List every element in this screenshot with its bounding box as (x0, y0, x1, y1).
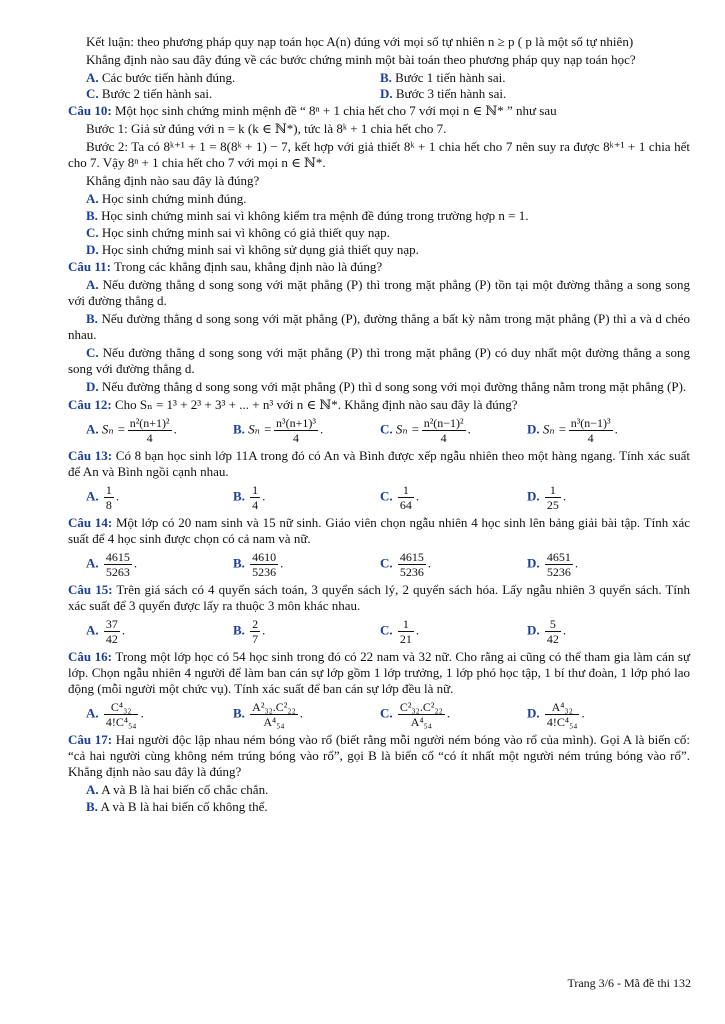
fraction: $\frac{4651}{5236}$ (546, 550, 571, 579)
fraction: $\frac{1}{25}$ (546, 483, 559, 512)
exam-page (68, 34, 690, 816)
question-16: Câu 16: Trong một lớp học có 54 học sinh trong đó có 22 nam và 32 nữ. Cho rằng ai cũng có thể tham gia làm cán sự lớp. Chọn ngẫu nhiên 4 người để làm ban cán sự lớp gồm 1 lớp trưởng, 1 lớp phó học tập, 1 bí thư đoàn, 1 lớp phó lao động (mỗi người một chức vụ). Tính xác suất để ban cán sự lớp đều là nữ. (68, 649, 691, 696)
q11-option-c[interactable]: C. Nếu đường thẳng d song song với mặt phẳng (P) thì trong mặt phẳng (P) có duy nhất một đường thẳng a song song với đường thẳng d. (68, 345, 690, 376)
fraction: $\frac{5}{42}$ (546, 617, 559, 646)
q16-option-a[interactable]: A. $\frac{\text{C⁴₃₂}}{\text{4!C⁴₅₄}}$ . (86, 700, 144, 729)
fraction: $\frac{2}{7}$ (252, 617, 259, 646)
fraction: $\frac{\text{A⁴₃₂}}{\text{4!C⁴₅₄}}$ (546, 700, 578, 729)
fraction: $\frac{1}{4}$ (252, 483, 259, 512)
q12-option-d[interactable]: D. Sₙ = $\frac{\text{n³(n−1)³}}{4}$ . (527, 416, 618, 445)
q15-option-b[interactable]: B. $\frac{2}{7}$ . (233, 617, 266, 646)
q16-option-d[interactable]: D. $\frac{\text{A⁴₃₂}}{\text{4!C⁴₅₄}}$ . (527, 700, 585, 729)
option-b[interactable]: B. Bước 1 tiến hành sai. (380, 70, 506, 85)
q14-option-b[interactable]: B. $\frac{4610}{5236}$ . (233, 550, 284, 579)
fraction: $\frac{\text{n³(n−1)³}}{4}$ (570, 416, 611, 445)
question-13: Câu 13: Có 8 bạn học sinh lớp 11A trong đó có An và Bình được xếp ngẫu nhiên theo một hàng ngang. Tính xác suất để An và Bình ngồi cạnh nhau. (68, 448, 690, 479)
option-a[interactable]: A. Các bước tiến hành đúng. (86, 70, 236, 85)
fraction: $\frac{\text{C²₃₂.C²₂₂}}{\text{A⁴₅₄}}$ (399, 700, 443, 729)
q17-option-a[interactable]: A. A và B là hai biến cố chắc chắn. (86, 782, 269, 797)
fraction: $\frac{1}{21}$ (399, 617, 412, 646)
q10-option-c[interactable]: C. Học sinh chứng minh sai vì không có giả thiết quy nạp. (86, 225, 390, 240)
q16-option-c[interactable]: C. $\frac{\text{C²₃₂.C²₂₂}}{\text{A⁴₅₄}}$ . (380, 700, 451, 729)
intro-options (68, 70, 690, 102)
fraction: $\frac{\text{n³(n+1)³}}{4}$ (275, 416, 316, 445)
q13-option-d[interactable]: D. $\frac{1}{25}$ . (527, 483, 567, 512)
q13-option-a[interactable]: A. $\frac{1}{8}$ . (86, 483, 120, 512)
fraction: $\frac{4610}{5236}$ (252, 550, 277, 579)
option-c[interactable]: C. Bước 2 tiến hành sai. (86, 86, 213, 101)
q12-option-a[interactable]: A. Sₙ = $\frac{\text{n²(n+1)²}}{4}$ . (86, 416, 177, 445)
question-11: Câu 11: Trong các khẳng định sau, khẳng định nào là đúng? (68, 259, 383, 274)
q12-option-c[interactable]: C. Sₙ = $\frac{\text{n²(n−1)²}}{4}$ . (380, 416, 471, 445)
q14-option-d[interactable]: D. $\frac{4651}{5236}$ . (527, 550, 579, 579)
question-15: Câu 15: Trên giá sách có 4 quyển sách toán, 3 quyển sách lý, 2 quyển sách hóa. Lấy ngẫu nhiên 3 quyển sách. Tính xác suất để 3 quyển được lấy ra thuộc 3 môn khác nhau. (68, 582, 690, 613)
question-17: Câu 17: Hai người độc lập nhau ném bóng vào rổ (biết rằng mỗi người ném bóng vào rổ của mình). Gọi A là biến cố: “cả hai người cùng không ném trúng bóng vào rổ”, gọi B là biến cố “có ít nhất một người ném trúng bóng vào rổ”. Khẳng định nào sau đây là đúng? (68, 732, 691, 779)
q14-option-c[interactable]: C. $\frac{4615}{5236}$ . (380, 550, 432, 579)
intro-conclusion: Kết luận: theo phương pháp quy nạp toán học A(n) đúng với mọi số tự nhiên n ≥ p ( p là một số tự nhiên) (86, 34, 634, 49)
q15-option-a[interactable]: A. $\frac{37}{42}$ . (86, 617, 126, 646)
q10-ask: Khẳng định nào sau đây là đúng? (86, 173, 260, 188)
q15-options (68, 617, 690, 646)
fraction: $\frac{37}{42}$ (105, 617, 118, 646)
q17-option-b[interactable]: B. A và B là hai biến cố không thể. (86, 799, 268, 814)
question-12: Câu 12: Cho Sₙ = 1³ + 2³ + 3³ + ... + n³ với n ∈ ℕ*. Khẳng định nào sau đây là đúng? (68, 397, 518, 412)
q11-option-d[interactable]: D. Nếu đường thẳng d song song với mặt phẳng (P) thì d song song với mọi đường thẳng nằm trong mặt phẳng (P). (86, 379, 687, 394)
fraction: $\frac{\text{n²(n+1)²}}{4}$ (129, 416, 170, 445)
q14-options (68, 550, 690, 579)
q13-option-c[interactable]: C. $\frac{1}{64}$ . (380, 483, 420, 512)
fraction: $\frac{\text{A²₃₂.C²₂₂}}{\text{A⁴₅₄}}$ (252, 700, 296, 729)
page-footer: Trang 3/6 - Mã đề thi 132 (567, 976, 691, 990)
fraction: $\frac{4615}{5236}$ (399, 550, 424, 579)
q10-option-b[interactable]: B. Học sinh chứng minh sai vì không kiểm tra mệnh đề đúng trong trường hợp n = 1. (86, 208, 529, 223)
q11-option-b[interactable]: B. Nếu đường thẳng d song song với mặt phẳng (P), đường thẳng a bất kỳ nằm trong mặt phẳng (P) thì a và d chéo nhau. (68, 311, 691, 342)
q10-step2: Bước 2: Ta có 8ᵏ⁺¹ + 1 = 8(8ᵏ + 1) − 7, kết hợp với giả thiết 8ᵏ + 1 chia hết cho 7 nên suy ra được 8ᵏ⁺¹ + 1 chia hết cho 7. Vậy 8ⁿ + 1 chia hết cho 7 với mọi n ∈ ℕ*. (68, 139, 690, 170)
q13-options (68, 483, 690, 512)
fraction: $\frac{\text{C⁴₃₂}}{\text{4!C⁴₅₄}}$ (105, 700, 137, 729)
q16-options (68, 700, 690, 729)
option-d[interactable]: D. Bước 3 tiến hành sai. (380, 86, 507, 101)
q12-options (68, 416, 690, 445)
q15-option-d[interactable]: D. $\frac{5}{42}$ . (527, 617, 567, 646)
q12-option-b[interactable]: B. Sₙ = $\frac{\text{n³(n+1)³}}{4}$ . (233, 416, 324, 445)
q10-option-d[interactable]: D. Học sinh chứng minh sai vì không sử dụng giả thiết quy nạp. (86, 242, 419, 257)
fraction: $\frac{4615}{5263}$ (105, 550, 130, 579)
intro-question: Khẳng định nào sau đây đúng về các bước chứng minh một bài toán theo phương pháp quy nạp toán học? (86, 52, 636, 67)
q14-option-a[interactable]: A. $\frac{4615}{5263}$ . (86, 550, 138, 579)
question-10: Câu 10: Một học sinh chứng minh mệnh đề “ 8ⁿ + 1 chia hết cho 7 với mọi n ∈ ℕ* ” như sau (68, 103, 557, 118)
q15-option-c[interactable]: C. $\frac{1}{21}$ . (380, 617, 420, 646)
fraction: $\frac{1}{8}$ (105, 483, 112, 512)
fraction: $\frac{1}{64}$ (399, 483, 412, 512)
q16-option-b[interactable]: B. $\frac{\text{A²₃₂.C²₂₂}}{\text{A⁴₅₄}}$ . (233, 700, 304, 729)
q13-option-b[interactable]: B. $\frac{1}{4}$ . (233, 483, 266, 512)
fraction: $\frac{\text{n²(n−1)²}}{4}$ (423, 416, 464, 445)
q10-step1: Bước 1: Giả sử đúng với n = k (k ∈ ℕ*), tức là 8ᵏ + 1 chia hết cho 7. (86, 121, 447, 136)
question-14: Câu 14: Một lớp có 20 nam sinh và 15 nữ sinh. Giáo viên chọn ngẫu nhiên 4 học sinh lên bảng giải bài tập. Tính xác suất để 4 học sinh được chọn có cả nam và nữ. (68, 515, 691, 546)
q10-option-a[interactable]: A. Học sinh chứng minh đúng. (86, 191, 247, 206)
q11-option-a[interactable]: A. Nếu đường thẳng d song song với mặt phẳng (P) thì trong mặt phẳng (P) tồn tại một đường thẳng a song song với đường thẳng d. (68, 277, 690, 308)
